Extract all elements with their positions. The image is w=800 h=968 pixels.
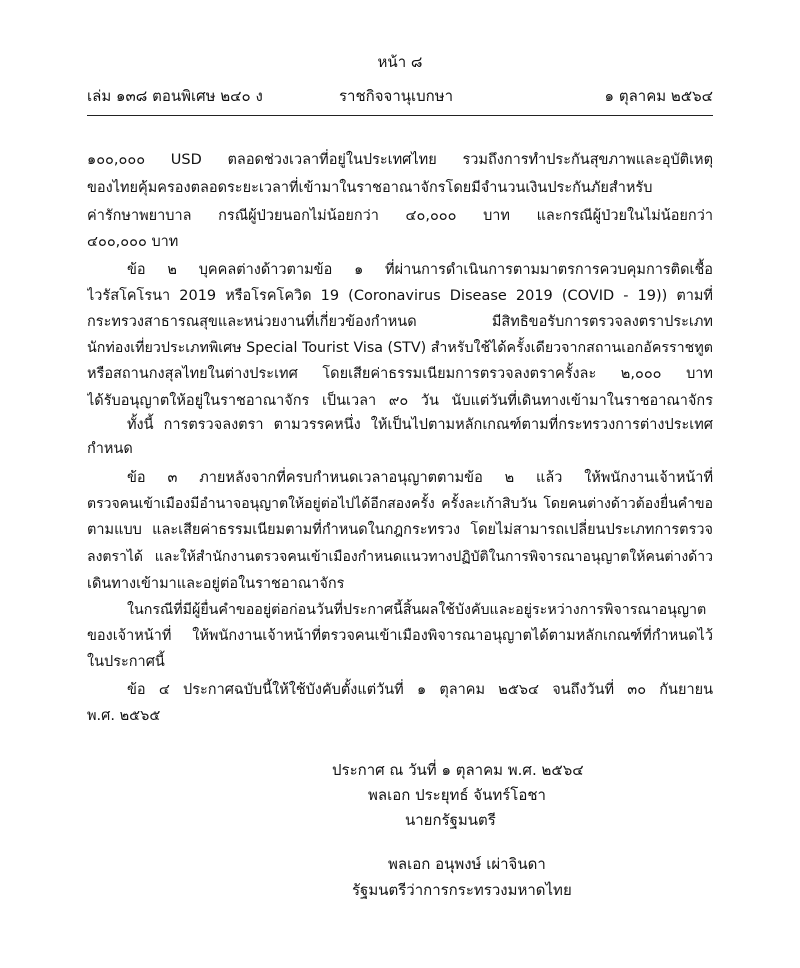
- body-line: ในกรณีที่มีผู้ยื่นคำขออยู่ต่อก่อนวันที่ประกาศนี้สิ้นผลใช้บังคับและอยู่ระหว่างการพิจารณาอนุญาต: [127, 602, 707, 618]
- body-line: ของไทยคุ้มครองตลอดระยะเวลาที่เข้ามาในราชอาณาจักรโดยมีจำนวนเงินประกันภัยสำหรับ: [87, 180, 653, 196]
- body-line: ข้อ ๓ ภายหลังจากที่ครบกำหนดเวลาอนุญาตตามข้อ ๒ แล้ว ให้พนักงานเจ้าหน้าที่: [127, 470, 713, 486]
- body-line: ในประกาศนี้: [87, 654, 165, 670]
- signer-name: พลเอก ประยุทธ์ จันทร์โอชา: [368, 786, 546, 804]
- body-line: นักท่องเที่ยวประเภทพิเศษ Special Tourist Visa (STV) สำหรับใช้ได้ครั้งเดียวจากสถานเอกอัครราชทูต: [87, 340, 713, 356]
- header-rule: [87, 115, 713, 116]
- header-gazette-title: ราชกิจจานุเบกษา: [339, 87, 454, 105]
- signer-title: นายกรัฐมนตรี: [405, 811, 496, 829]
- signer-name: พลเอก อนุพงษ์ เผ่าจินดา: [388, 855, 546, 873]
- header-date: ๑ ตุลาคม ๒๕๖๔: [604, 87, 713, 105]
- body-line: ลงตราได้ และให้สำนักงานตรวจคนเข้าเมืองกำหนดแนวทางปฏิบัติในการพิจารณาอนุญาตให้คนต่างด้าว: [87, 549, 713, 565]
- header-volume: เล่ม ๑๓๘ ตอนพิเศษ ๒๔๐ ง: [87, 87, 263, 105]
- gazette-header: [87, 84, 713, 106]
- body-line: กระทรวงสาธารณสุขและหน่วยงานที่เกี่ยวข้องกำหนด มีสิทธิขอรับการตรวจลงตราประเภท: [87, 314, 713, 330]
- signer-title: รัฐมนตรีว่าการกระทรวงมหาดไทย: [352, 881, 572, 899]
- announcement-date: ประกาศ ณ วันที่ ๑ ตุลาคม พ.ศ. ๒๕๖๔: [332, 761, 584, 779]
- body-line: ข้อ ๒ บุคคลต่างด้าวตามข้อ ๑ ที่ผ่านการดำเนินการตามมาตรการควบคุมการติดเชื้อ: [127, 262, 713, 278]
- body-line: ทั้งนี้ การตรวจลงตรา ตามวรรคหนึ่ง ให้เป็นไปตามหลักเกณฑ์ตามที่กระทรวงการต่างประเทศ: [127, 417, 713, 433]
- body-line: ของเจ้าหน้าที่ ให้พนักงานเจ้าหน้าที่ตรวจคนเข้าเมืองพิจารณาอนุญาตได้ตามหลักเกณฑ์ที่กำหนดไว้: [87, 628, 713, 644]
- body-line: ๑๐๐,๐๐๐ USD ตลอดช่วงเวลาที่อยู่ในประเทศไทย รวมถึงการทำประกันสุขภาพและอุบัติเหตุ: [87, 152, 713, 168]
- body-line: ๔๐๐,๐๐๐ บาท: [87, 234, 179, 250]
- body-line: พ.ศ. ๒๕๖๕: [87, 708, 161, 724]
- body-line: ข้อ ๔ ประกาศฉบับนี้ให้ใช้บังคับตั้งแต่วันที่ ๑ ตุลาคม ๒๕๖๔ จนถึงวันที่ ๓๐ กันยายน: [127, 682, 713, 698]
- page-number: หน้า ๘: [377, 53, 423, 71]
- body-line: ได้รับอนุญาตให้อยู่ในราชอาณาจักร เป็นเวลา ๙๐ วัน นับแต่วันที่เดินทางเข้ามาในราชอาณาจักร: [87, 393, 713, 409]
- body-line: เดินทางเข้ามาและอยู่ต่อในราชอาณาจักร: [87, 576, 345, 592]
- body-line: ตามแบบ และเสียค่าธรรมเนียมตามที่กำหนดในกฎกระทรวง โดยไม่สามารถเปลี่ยนประเภทการตรวจ: [87, 522, 713, 538]
- body-line: ค่ารักษาพยาบาล กรณีผู้ป่วยนอกไม่น้อยกว่า ๔๐,๐๐๐ บาท และกรณีผู้ป่วยในไม่น้อยกว่า: [87, 208, 713, 224]
- body-line: กำหนด: [87, 441, 133, 457]
- body-line: ไวรัสโคโรนา 2019 หรือโรคโควิด 19 (Coronavirus Disease 2019 (COVID - 19)) ตามที่: [87, 288, 713, 304]
- body-line: ตรวจคนเข้าเมืองมีอำนาจอนุญาตให้อยู่ต่อไปได้อีกสองครั้ง ครั้งละเก้าสิบวัน โดยคนต่างด้าวต้องยื่นคำขอ: [87, 496, 713, 512]
- body-line: หรือสถานกงสุลไทยในต่างประเทศ โดยเสียค่าธรรมเนียมการตรวจลงตราครั้งละ ๒,๐๐๐ บาท: [87, 366, 713, 382]
